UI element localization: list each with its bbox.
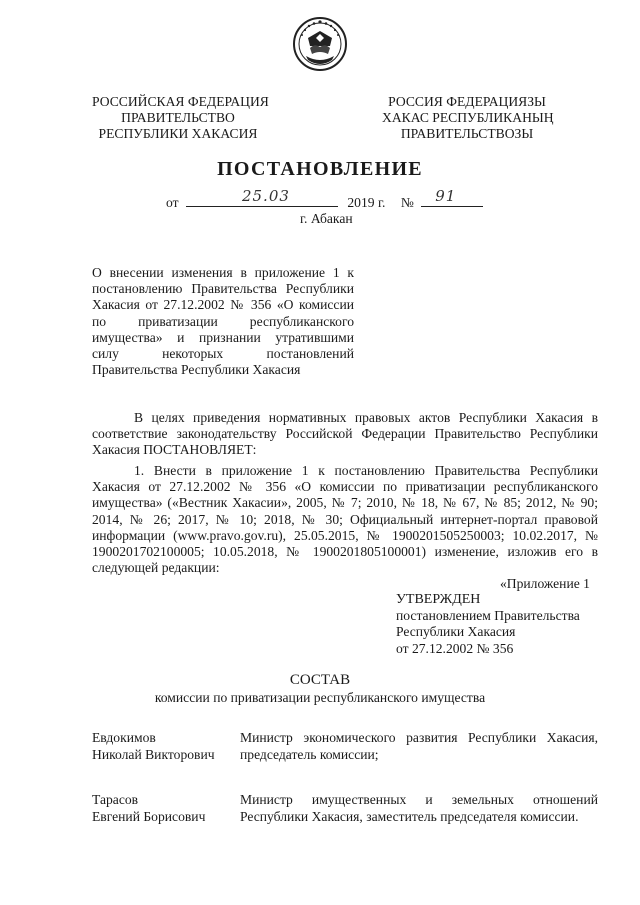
number-field bbox=[421, 187, 483, 207]
subject-line: О внесении изменения в приложение 1 к bbox=[92, 265, 354, 280]
header-right-line: ХАКАС РЕСПУБЛИКАНЫҢ bbox=[382, 110, 554, 125]
item-1-line: имущества» («Вестник Хакасии», 2005, № 7; 2010, № 18, № 67, № 85; 2012, № 90; bbox=[92, 495, 598, 511]
subject-line: имущества» и признании утратившими bbox=[92, 329, 354, 345]
subject-block bbox=[92, 265, 354, 378]
member-name bbox=[92, 729, 215, 763]
member-role-line: Министр имущественных и земельных отношений bbox=[240, 792, 598, 807]
preamble-line: соответствие законодательству Российской Федерации Правительство Республики bbox=[92, 426, 598, 442]
preamble-line: В целях приведения нормативных правовых актов Республики Хакасия в bbox=[134, 410, 598, 425]
item-1-line: следующей редакции: bbox=[92, 560, 220, 576]
preamble bbox=[92, 410, 598, 459]
approval-line: от 27.12.2002 № 356 bbox=[396, 640, 514, 656]
date-year: 2019 г. bbox=[347, 195, 386, 210]
member-role-line: Министр экономического развития Республики Хакасия, bbox=[240, 730, 598, 745]
item-1 bbox=[92, 463, 598, 576]
member-surname: Евдокимов bbox=[92, 730, 156, 745]
member-given-names: Николай Викторович bbox=[92, 747, 215, 762]
item-1-line: 1. Внести в приложение 1 к постановлению Правительства Республики bbox=[134, 463, 598, 478]
subject-line: Хакасия от 27.12.2002 № 356 «О комиссии bbox=[92, 297, 354, 313]
coat-of-arms-icon bbox=[292, 16, 348, 72]
document-title: ПОСТАНОВЛЕНИЕ bbox=[217, 158, 423, 180]
member-role bbox=[240, 791, 598, 825]
subject-line: по приватизации республиканского bbox=[92, 313, 354, 329]
subject-line: Правительства Республики Хакасия bbox=[92, 362, 301, 378]
item-1-line: Хакасия от 27.12.2002 № 356 «О комиссии по приватизации республиканского bbox=[92, 479, 598, 495]
preamble-line: Хакасия ПОСТАНОВЛЯЕТ: bbox=[92, 442, 257, 458]
handwritten-number: 91 bbox=[435, 187, 457, 205]
composition-subtitle: комиссии по приватизации республиканского имущества bbox=[154, 690, 486, 705]
header-left-line: РОССИЙСКАЯ ФЕДЕРАЦИЯ bbox=[92, 94, 269, 109]
number-sign: № bbox=[400, 195, 414, 210]
handwritten-date: 25.03 bbox=[241, 187, 290, 205]
item-1-line: информации (www.pravo.gov.ru), 25.05.2015, № 1900201505250003; 10.02.2017, № bbox=[92, 527, 598, 543]
header-right-line: ПРАВИТЕЛЬСТВОЗЫ bbox=[400, 126, 534, 141]
approval-line: Республики Хакасия bbox=[396, 624, 516, 640]
member-name bbox=[92, 791, 205, 825]
subject-line: силу некоторых постановлений bbox=[92, 346, 354, 362]
header-right bbox=[382, 94, 552, 142]
date-prefix: от bbox=[166, 195, 179, 210]
member-role bbox=[240, 729, 598, 763]
appendix-label: «Приложение 1 bbox=[500, 576, 590, 591]
item-1-line: 2014, № 26; 2017, № 10; 2018, № 30; Официальный интернет-портал правовой bbox=[92, 511, 598, 527]
city-label: г. Абакан bbox=[300, 211, 353, 226]
member-surname: Тарасов bbox=[92, 792, 139, 807]
member-role-line: председатель комиссии; bbox=[240, 747, 379, 762]
header-right-line: РОССИЯ ФЕДЕРАЦИЯЗЫ bbox=[388, 94, 546, 109]
header-left-line: РЕСПУБЛИКИ ХАКАСИЯ bbox=[98, 126, 258, 141]
composition-title: СОСТАВ bbox=[289, 672, 351, 688]
date-line bbox=[166, 187, 483, 211]
item-1-line: 1900201702100005; 10.05.2018, № 1900201805100001) изменение, изложив его в bbox=[92, 544, 598, 560]
approval-block bbox=[396, 592, 580, 657]
subject-line: постановлению Правительства Республики bbox=[92, 281, 354, 297]
member-role-line: Республики Хакасия, заместитель председателя комиссии. bbox=[240, 809, 579, 824]
approval-heading: УТВЕРЖДЕН bbox=[396, 592, 481, 607]
date-field bbox=[186, 187, 338, 207]
header-left bbox=[92, 94, 269, 142]
approval-line: постановлением Правительства bbox=[396, 608, 580, 624]
header-left-line: ПРАВИТЕЛЬСТВО bbox=[121, 110, 235, 125]
member-given-names: Евгений Борисович bbox=[92, 809, 206, 824]
